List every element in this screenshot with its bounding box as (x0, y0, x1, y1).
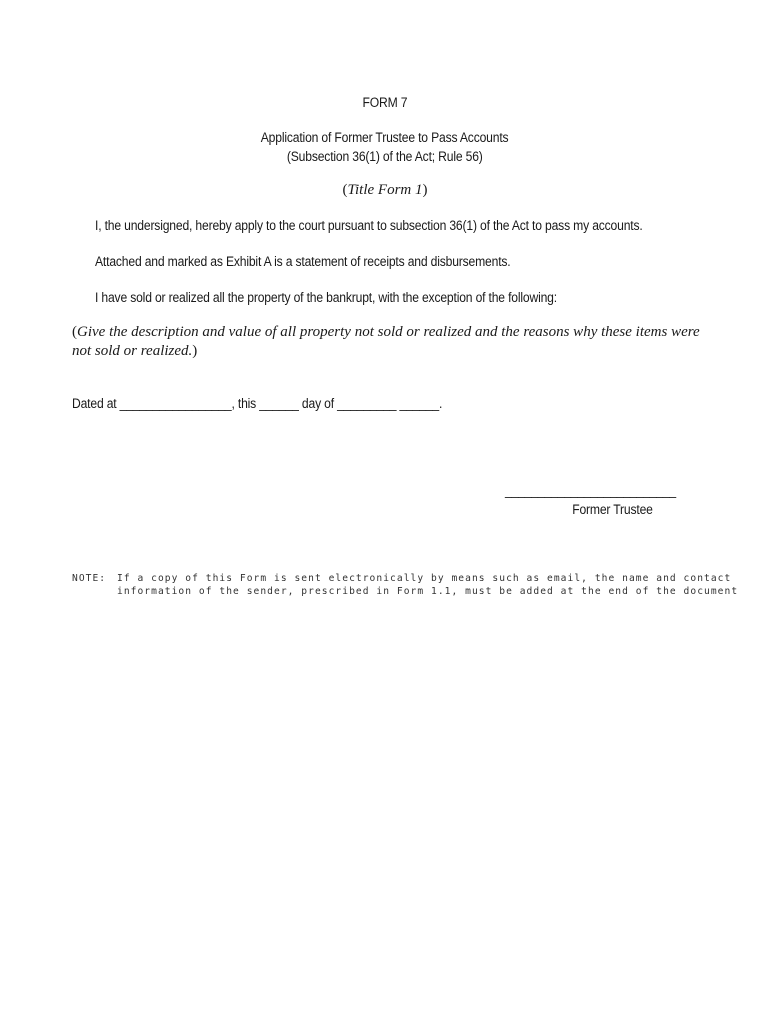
signature-label: Former Trustee (572, 502, 653, 517)
title-form-open-paren: ( (342, 182, 348, 198)
form-title-wrap (0, 129, 770, 147)
form-title: Application of Former Trustee to Pass Accounts (261, 130, 509, 145)
instruction-text-2: not sold or realized. (72, 343, 193, 359)
note-line-2: information of the sender, prescribed in Form 1.1, must be added at the end of the document (117, 586, 739, 597)
title-form-close-paren: ) (422, 182, 428, 198)
instruction-open-paren: ( (72, 324, 77, 340)
instruction-close-paren: ) (192, 343, 198, 359)
form-number: FORM 7 (362, 95, 408, 110)
dated-line: Dated at _________________, this ______ day of _________ ______. (72, 396, 443, 411)
form-subtitle-wrap (0, 148, 770, 166)
note-line-1: If a copy of this Form is sent electronically by means such as email, the name and contact (117, 573, 732, 584)
paragraph-apply: I, the undersigned, hereby apply to the court pursuant to subsection 36(1) of the Act to pass my accounts. (95, 218, 643, 233)
title-form-reference (0, 182, 770, 199)
instruction-line-1 (72, 324, 700, 341)
form-number-wrap (0, 94, 770, 112)
instruction-text-1: Give the description and value of all property not sold or realized and the reasons why these items were (77, 324, 700, 340)
form-subtitle: (Subsection 36(1) of the Act; Rule 56) (287, 149, 483, 164)
signature-line: __________________________ (505, 483, 677, 498)
note-label: NOTE: (72, 573, 107, 584)
instruction-line-2 (72, 343, 197, 360)
paragraph-property: I have sold or realized all the property of the bankrupt, with the exception of the following: (95, 290, 557, 305)
paragraph-exhibit: Attached and marked as Exhibit A is a statement of receipts and disbursements. (95, 254, 511, 269)
title-form-text: Title Form 1 (347, 182, 423, 198)
